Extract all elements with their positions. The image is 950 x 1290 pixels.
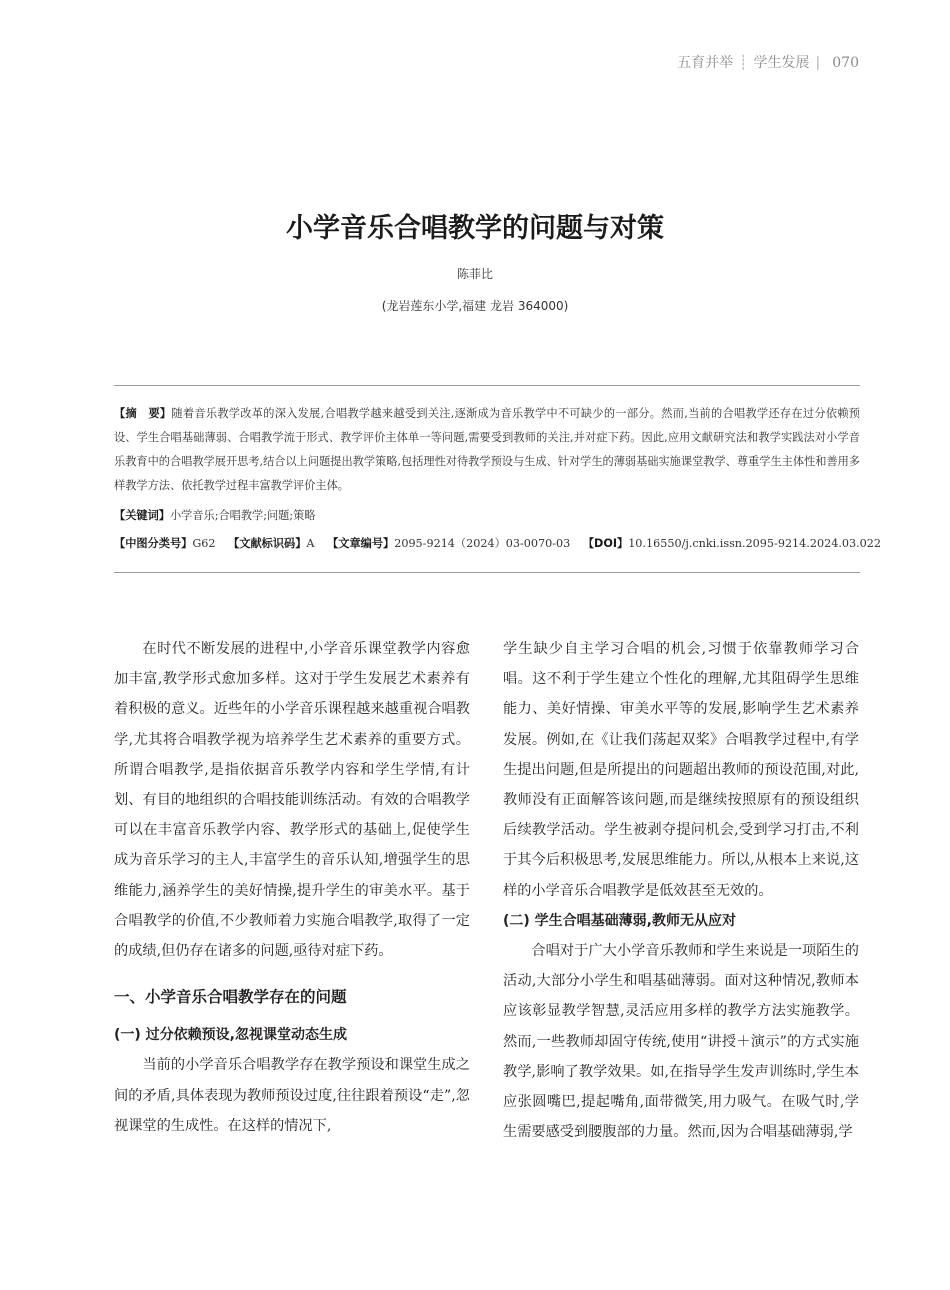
body-paragraph: 学生缺少自主学习合唱的机会,习惯于依靠教师学习合唱。这不利于学生建立个性化的理解,尤其阻碍学生思维能力、美好情操、审美水平等的发展,影响学生艺术素养发展。例如,在《让我们荡起双桨》合唱教学过程中,有学生提出问题,但是所提出的问题超出教师的预设范围,对此,教师没有正面解答该问题,而是继续按照原有的预设组织后续教学活动。学生被剥夺提问机会,受到学习打击,不利于其今后积极思考,发展思维能力。所以,从根本上来说,这样的小学音乐合唱教学是低效甚至无效的。: [503, 641, 859, 899]
subsection-heading: (一) 过分依赖预设,忽视课堂动态生成: [114, 1027, 347, 1044]
page-number: 070: [832, 55, 859, 71]
doc-code-item: [228, 537, 314, 550]
author-name: 陈菲比: [456, 267, 493, 281]
doc-code-label: 【文献标识码】: [228, 537, 307, 550]
running-head: [677, 52, 859, 72]
doc-code-value: A: [306, 537, 315, 550]
clc-item: [114, 537, 216, 550]
keywords-label: 【关键词】: [114, 509, 170, 522]
body-paragraph: 合唱对于广大小学音乐教师和学生来说是一项陌生的活动,大部分小学生和唱基础薄弱。面对这种情况,教师本应该彰显教学智慧,灵活应用多样的教学方法实施教学。然而,一些教师却固守传统,使用“讲授＋演示”的方式实施教学,影响了教学效果。如,在指导学生发声训练时,学生本应张圆嘴巴,提起嘴角,面带微笑,用力吸气。在吸气时,学生需要感受到腰腹部的力量。然而,因为合唱基础薄弱,学: [503, 943, 859, 1141]
abstract-label: 【摘 要】: [114, 407, 172, 420]
article-no-item: [327, 537, 570, 550]
clc-value: G62: [192, 537, 216, 550]
abstract: [114, 402, 860, 498]
running-head-separator: ┊: [739, 55, 748, 71]
running-head-separator: |: [815, 55, 821, 71]
article-no-value: 2095-9214（2024）03-0070-03: [394, 537, 571, 550]
section-heading: 一、小学音乐合唱教学存在的问题: [114, 988, 347, 1007]
abstract-text: 随着音乐教学改革的深入发展,合唱教学越来越受到关注,逐渐成为音乐教学中不可缺少的一部分。然而,当前的合唱教学还存在过分依赖预设、学生合唱基础薄弱、合唱教学流于形式、教学评价主体单一等问题,需要受到教师的关注,并对症下药。因此,应用文献研究法和教学实践法对小学音乐教育中的合唱教学展开思考,结合以上问题提出教学策略,包括理性对待教学预设与生成、针对学生的薄弱基础实施课堂教学、尊重学生主体性和善用多样教学方法、依托教学过程丰富教学评价主体。: [114, 407, 860, 492]
article-metadata: [114, 532, 882, 556]
clc-label: 【中图分类号】: [114, 537, 193, 550]
body-paragraph: 当前的小学音乐合唱教学存在教学预设和课堂生成之间的矛盾,具体表现为教师预设过度,往往跟着预设“走”,忽视课堂的生成性。在这样的情况下,: [114, 1057, 470, 1134]
doi-label: 【DOI】: [582, 537, 629, 550]
article-title: 小学音乐合唱教学的问题与对策: [286, 213, 664, 244]
running-head-section: 五育并举: [677, 55, 734, 71]
intro-paragraph: 在时代不断发展的进程中,小学音乐课堂教学内容愈加丰富,教学形式愈加多样。这对于学生发展艺术素养有着积极的意义。近些年的小学音乐课程越来越重视合唱教学,尤其将合唱教学视为培养学生艺术素养的重要方式。所谓合唱教学,是指依据音乐教学内容和学生学情,有计划、有目的地组织的合唱技能训练活动。有效的合唱教学可以在丰富音乐教学内容、教学形式的基础上,促使学生成为音乐学习的主人,丰富学生的音乐认知,增强学生的思维能力,涵养学生的美好情操,提升学生的审美水平。基于合唱教学的价值,不少教师着力实施合唱教学,取得了一定的成绩,但仍存在诸多的问题,亟待对症下药。: [114, 641, 470, 960]
subsection-heading: (二) 学生合唱基础薄弱,教师无从应对: [503, 912, 736, 929]
running-head-subsection: 学生发展: [753, 55, 810, 71]
article-no-label: 【文章编号】: [327, 537, 395, 550]
body-column-left: [114, 634, 470, 1141]
author-affiliation: (龙岩莲东小学,福建 龙岩 364000): [381, 299, 569, 313]
doi-item: [583, 537, 881, 550]
keywords-text: 小学音乐;合唱教学;问题;策略: [169, 509, 316, 522]
body-column-right: [503, 634, 859, 1147]
keywords: [114, 504, 860, 528]
abstract-top-rule: [114, 385, 860, 386]
doi-value: 10.16550/j.cnki.issn.2095-9214.2024.03.022: [628, 537, 882, 550]
abstract-bottom-rule: [114, 572, 860, 573]
